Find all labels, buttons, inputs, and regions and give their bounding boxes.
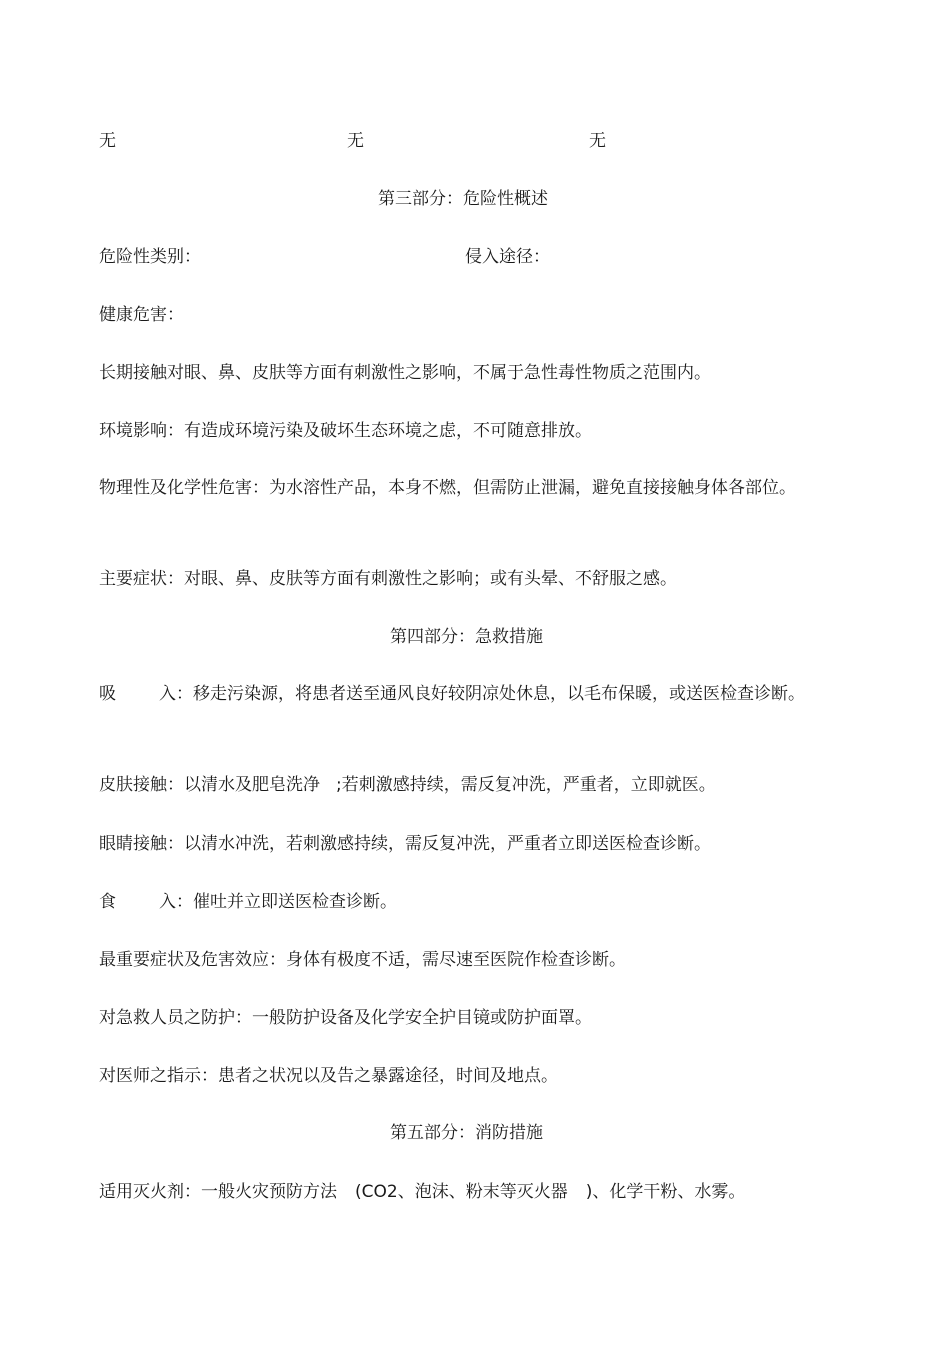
main-symptoms: 主要症状：对眼、鼻、皮肤等方面有刺激性之影响；或有头晕、不舒服之感。 bbox=[99, 569, 677, 589]
doctor-instructions: 对医师之指示：患者之状况以及告之暴露途径，时间及地点。 bbox=[99, 1066, 558, 1086]
section-3-heading: 第三部分：危险性概述 bbox=[378, 189, 548, 209]
extinguishing-part-b: (CO2、泡沫、粉末等灭火器 bbox=[355, 1182, 568, 1202]
health-hazard-text: 长期接触对眼、鼻、皮肤等方面有刺激性之影响，不属于急性毒性物质之范围内。 bbox=[99, 363, 711, 383]
skin-contact-part-b: ;若刺激感持续，需反复冲洗，严重者，立即就医。 bbox=[336, 775, 716, 795]
skin-contact bbox=[99, 777, 716, 794]
inhalation-text: 移走污染源，将患者送至通风良好较阴凉处休息，以毛布保暖，或送医检查诊断。 bbox=[193, 684, 805, 704]
extinguishing-agents bbox=[99, 1184, 745, 1201]
extinguishing-part-c: )、化学干粉、水雾。 bbox=[585, 1182, 746, 1202]
skin-contact-part-a: 皮肤接触：以清水及肥皂洗净 bbox=[99, 775, 320, 795]
extinguishing-part-a: 适用灭火剂：一般火灾预防方法 bbox=[99, 1182, 337, 1202]
physical-chemical-hazard: 物理性及化学性危害：为水溶性产品，本身不燃，但需防止泄漏，避免直接接触身体各部位。 bbox=[99, 478, 796, 498]
health-hazard-label: 健康危害： bbox=[99, 305, 184, 325]
top-row-cell-3: 无 bbox=[589, 131, 606, 151]
inhalation-label-1: 吸 bbox=[99, 684, 116, 704]
section-5-heading: 第五部分：消防措施 bbox=[390, 1123, 543, 1143]
top-row-cell-1: 无 bbox=[99, 131, 116, 151]
eye-contact: 眼睛接触：以清水冲洗，若刺激感持续，需反复冲洗，严重者立即送医检查诊断。 bbox=[99, 834, 711, 854]
inhalation-paragraph bbox=[99, 678, 809, 710]
ingestion-label-2: 入： bbox=[159, 892, 193, 912]
ingestion-label-1: 食 bbox=[99, 892, 116, 912]
ingestion-text: 催吐并立即送医检查诊断。 bbox=[193, 892, 397, 912]
inhalation-label-2: 入： bbox=[159, 684, 193, 704]
rescuer-protection: 对急救人员之防护：一般防护设备及化学安全护目镜或防护面罩。 bbox=[99, 1008, 592, 1028]
top-row-cell-2: 无 bbox=[347, 131, 364, 151]
entry-route-label: 侵入途径： bbox=[465, 247, 550, 267]
hazard-category-label: 危险性类别： bbox=[99, 247, 201, 267]
important-symptoms: 最重要症状及危害效应：身体有极度不适，需尽速至医院作检查诊断。 bbox=[99, 950, 626, 970]
ingestion bbox=[99, 894, 397, 911]
section-4-heading: 第四部分：急救措施 bbox=[390, 627, 543, 647]
environment-impact: 环境影响：有造成环境污染及破坏生态环境之虑，不可随意排放。 bbox=[99, 421, 592, 441]
